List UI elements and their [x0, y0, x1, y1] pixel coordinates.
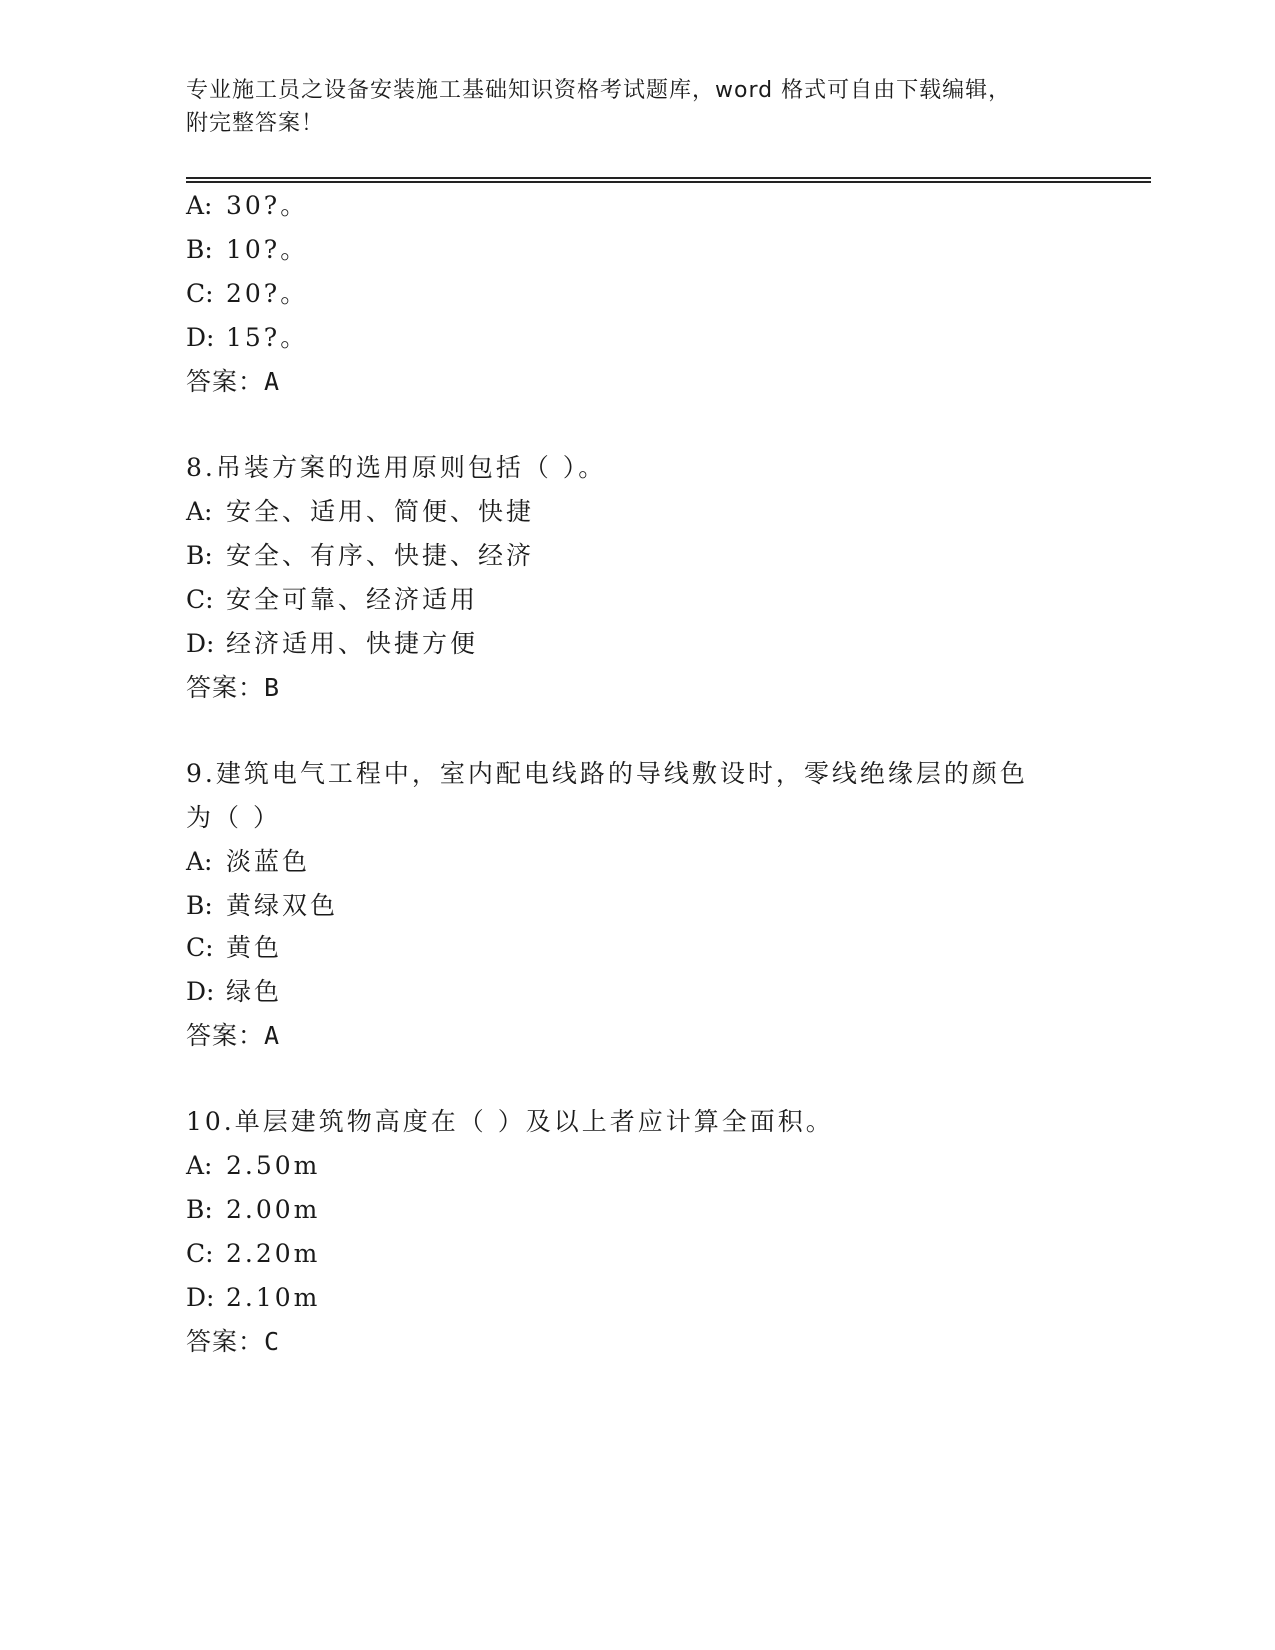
answer-label: 答案：	[186, 1327, 265, 1356]
answer-label: 答案：	[186, 367, 265, 396]
option-letter: C:	[186, 279, 214, 308]
option-b	[186, 1194, 320, 1226]
answer-value: C	[264, 1327, 281, 1356]
option-text: 安全、适用、简便、快捷	[226, 497, 535, 526]
option-letter: A:	[186, 1151, 213, 1180]
option-text: 30?。	[226, 191, 309, 220]
option-text: 安全、有序、快捷、经济	[226, 541, 535, 570]
option-b	[186, 890, 338, 922]
option-a	[186, 846, 310, 878]
option-c	[186, 1238, 320, 1270]
answer-line	[186, 1020, 280, 1052]
answer-line	[186, 672, 280, 704]
question-text-continued: 为（ ）	[186, 803, 281, 832]
option-text: 2.50m	[226, 1151, 321, 1180]
option-text: 15?。	[226, 323, 309, 352]
answer-label: 答案：	[186, 1021, 265, 1050]
option-letter: D:	[186, 323, 215, 352]
option-c	[186, 584, 478, 616]
option-letter: C:	[186, 585, 214, 614]
option-text: 安全可靠、经济适用	[226, 585, 479, 614]
option-letter: B:	[186, 541, 213, 570]
question-text: 10.单层建筑物高度在（ ）及以上者应计算全面积。	[186, 1107, 834, 1136]
option-text: 经济适用、快捷方便	[226, 629, 479, 658]
page-header: 专业施工员之设备安装施工基础知识资格考试题库，word 格式可自由下载编辑， 附完整答案！	[186, 78, 1012, 136]
option-b	[186, 234, 308, 266]
question-text: 9.建筑电气工程中，室内配电线路的导线敷设时，零线绝缘层的颜色	[186, 759, 1028, 788]
option-letter: D:	[186, 1283, 215, 1312]
option-text: 20?。	[226, 279, 309, 308]
option-letter: D:	[186, 977, 215, 1006]
answer-value: A	[264, 1021, 281, 1050]
option-letter: A:	[186, 847, 213, 876]
answer-label: 答案：	[186, 673, 265, 702]
option-c	[186, 932, 282, 964]
option-text: 黄色	[226, 933, 283, 962]
option-text: 2.10m	[226, 1283, 321, 1312]
option-a	[186, 1150, 320, 1182]
option-letter: C:	[186, 933, 214, 962]
option-letter: B:	[186, 1195, 213, 1224]
header-double-rule	[186, 177, 1151, 183]
option-text: 10?。	[226, 235, 309, 264]
option-d	[186, 976, 282, 1008]
option-text: 绿色	[226, 977, 283, 1006]
option-c	[186, 278, 308, 310]
question-text: 8.吊装方案的选用原则包括（ ）。	[186, 453, 607, 482]
option-d	[186, 1282, 320, 1314]
answer-value: B	[264, 673, 281, 702]
option-text: 淡蓝色	[226, 847, 311, 876]
option-letter: A:	[186, 191, 213, 220]
option-letter: D:	[186, 629, 215, 658]
option-text: 2.20m	[226, 1239, 321, 1268]
answer-line	[186, 366, 280, 398]
option-letter: C:	[186, 1239, 214, 1268]
option-a	[186, 190, 308, 222]
option-letter: A:	[186, 497, 213, 526]
option-b	[186, 540, 534, 572]
option-text: 2.00m	[226, 1195, 321, 1224]
option-d	[186, 628, 478, 660]
option-text: 黄绿双色	[226, 891, 339, 920]
option-letter: B:	[186, 891, 213, 920]
answer-line	[186, 1326, 280, 1358]
option-letter: B:	[186, 235, 213, 264]
option-a	[186, 496, 534, 528]
answer-value: A	[264, 367, 281, 396]
option-d	[186, 322, 308, 354]
